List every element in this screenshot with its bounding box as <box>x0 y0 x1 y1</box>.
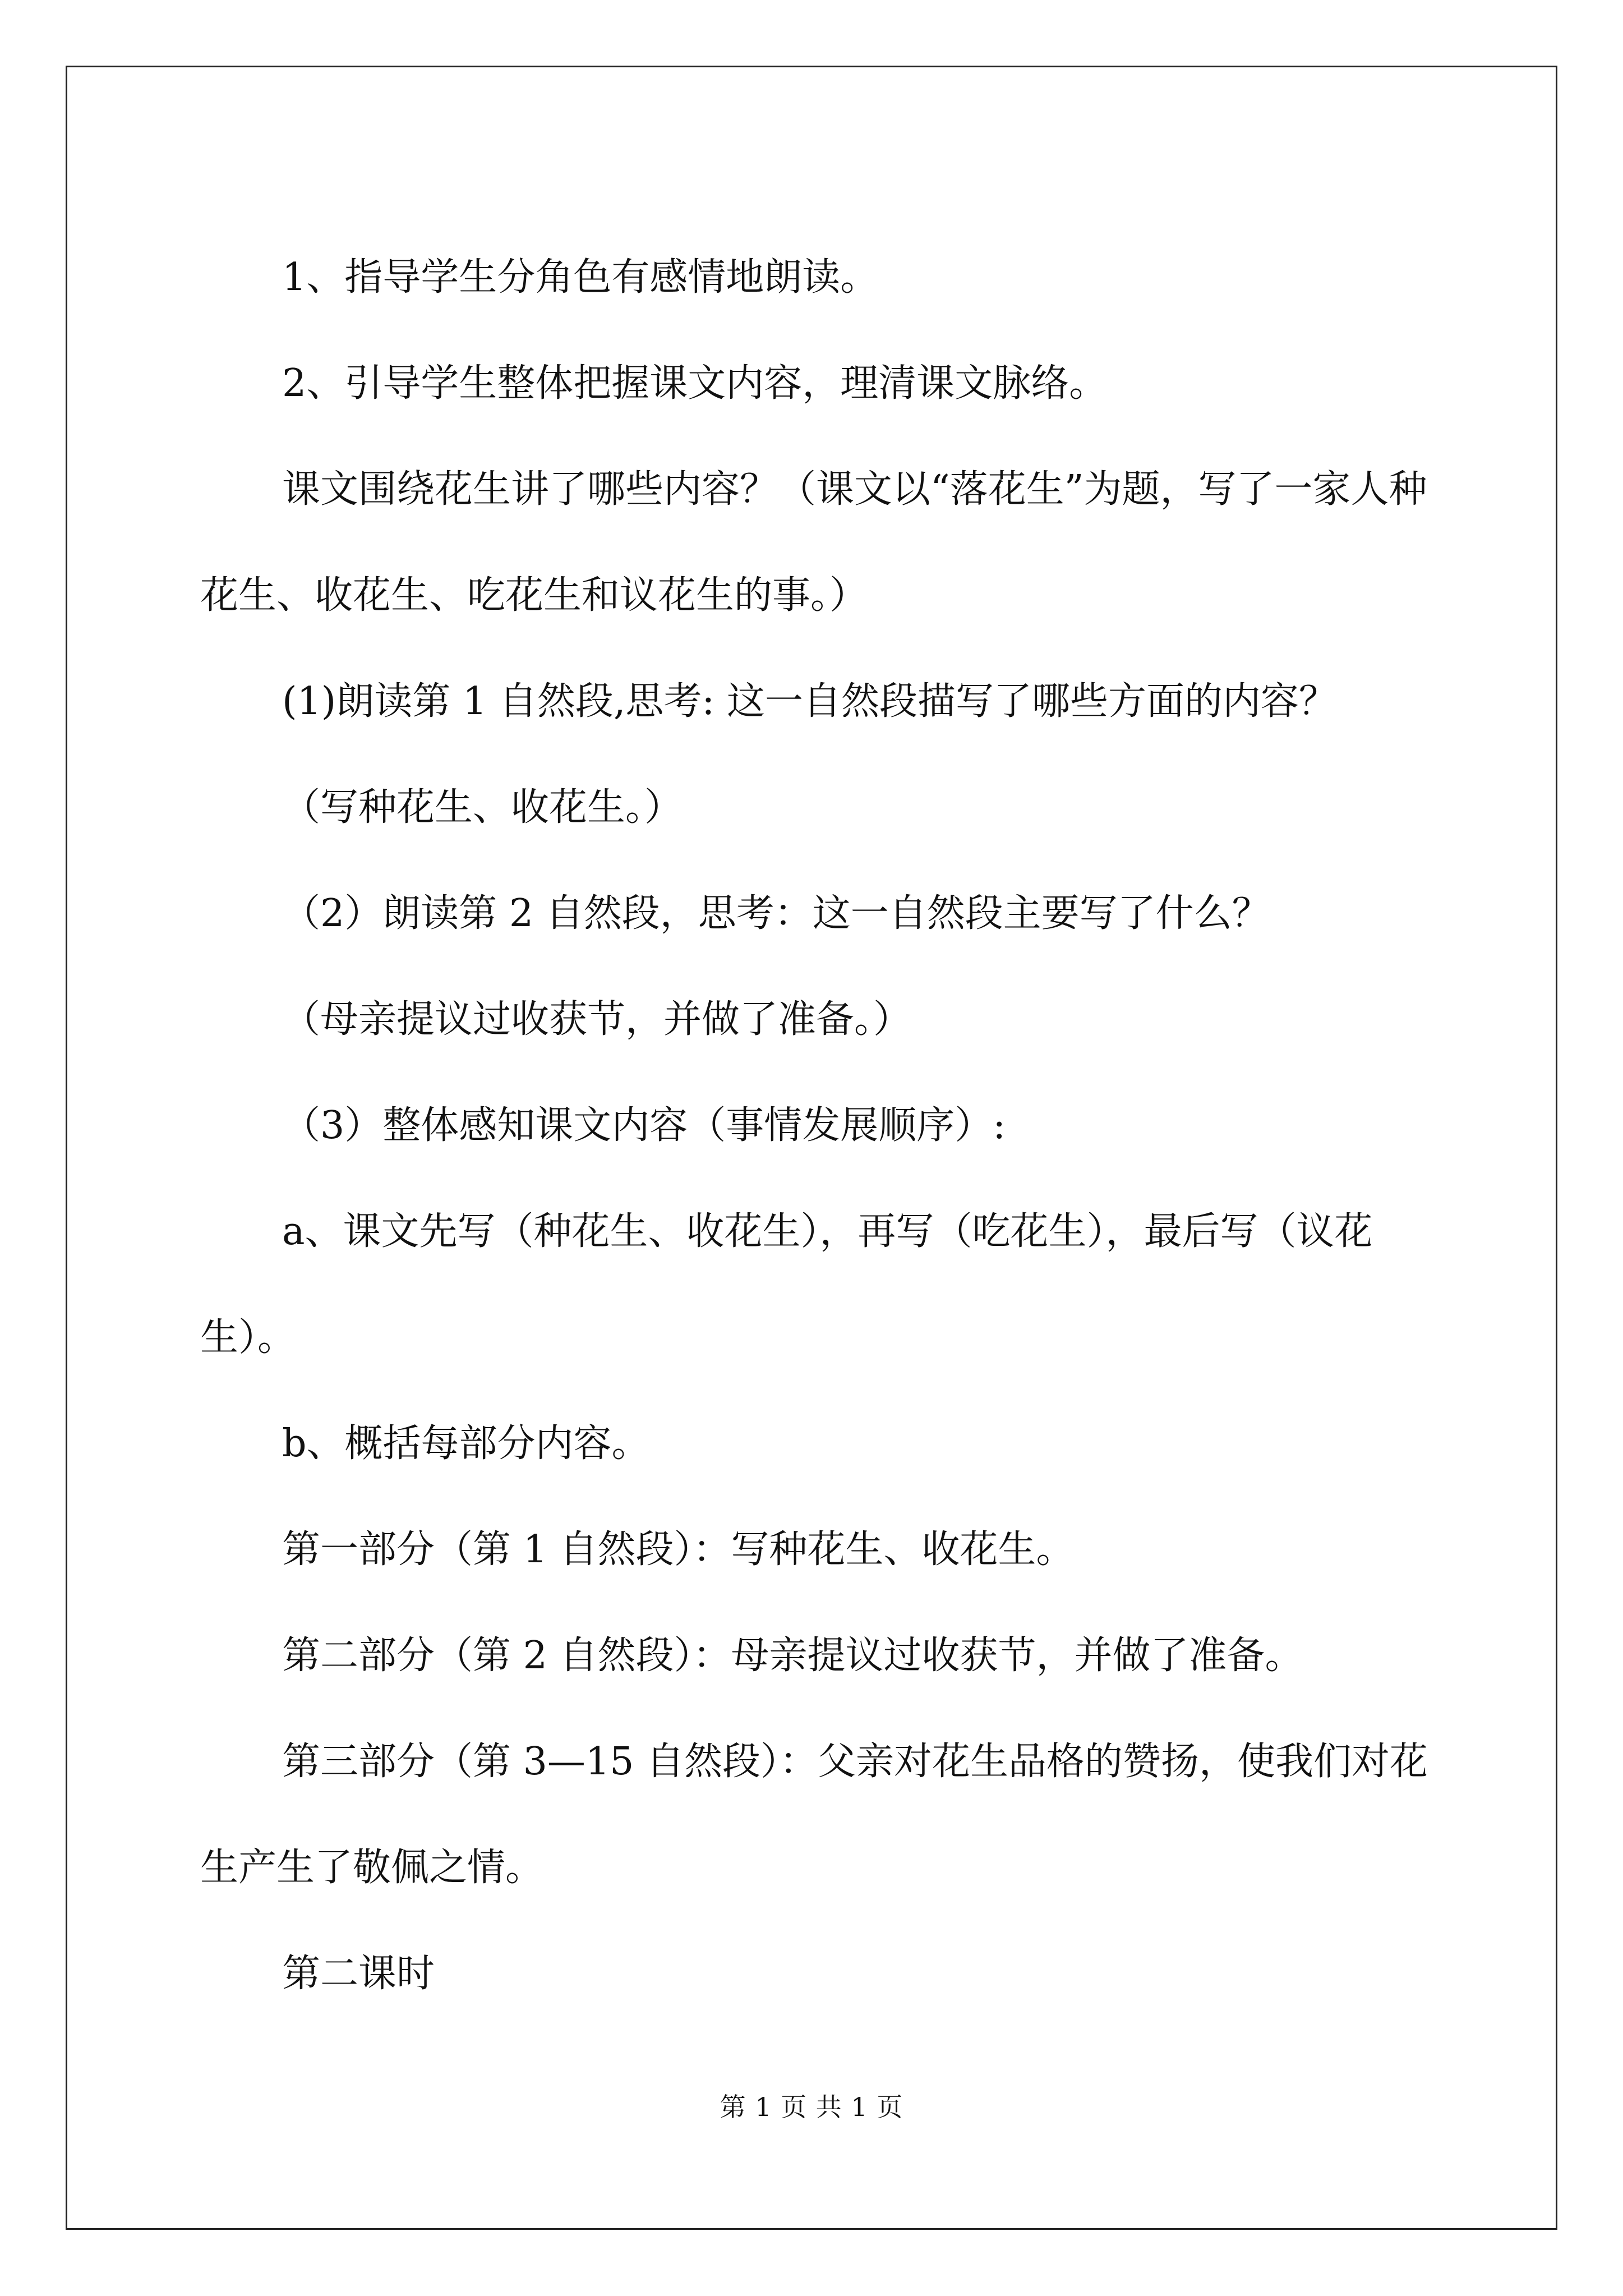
paragraph-1: 1、指导学生分角色有感情地朗读。 <box>282 255 879 300</box>
paragraph-9: a、课文先写（种花生、收花生），再写（吃花生），最后写（议花生）。 <box>200 1209 1373 1360</box>
paragraph-14: 第二课时 <box>282 1952 435 1996</box>
paragraph-5: （写种花生、收花生。） <box>282 785 683 830</box>
document-body <box>200 224 1431 2027</box>
paragraph-12: 第二部分（第 2 自然段）：母亲提议过收获节，并做了准备。 <box>282 1634 1303 1678</box>
paragraph-4: (1)朗读第 1 自然段,思考: 这一自然段描写了哪些方面的内容？ <box>282 679 1337 724</box>
paragraph-13: 第三部分（第 3—15 自然段）：父亲对花生品格的赞扬，使我们对花生产生了敬佩之情。 <box>200 1740 1428 1890</box>
page-number-footer: 第 1 页 共 1 页 <box>720 2092 903 2122</box>
paragraph-8: （3）整体感知课文内容（事情发展顺序）: <box>282 1103 1006 1148</box>
paragraph-6: （2）朗读第 2 自然段，思考：这一自然段主要写了什么？ <box>282 891 1270 936</box>
paragraph-3: 课文围绕花生讲了哪些内容？（课文以“落花生”为题，写了一家人种花生、收花生、吃花生和议花生的事。） <box>200 467 1427 618</box>
paragraph-10: b、概括每部分内容。 <box>282 1421 650 1466</box>
paragraph-11: 第一部分（第 1 自然段）：写种花生、收花生。 <box>282 1527 1075 1572</box>
paragraph-7: （母亲提议过收获节，并做了准备。） <box>282 997 912 1042</box>
paragraph-2: 2、引导学生整体把握课文内容，理清课文脉络。 <box>282 361 1108 406</box>
